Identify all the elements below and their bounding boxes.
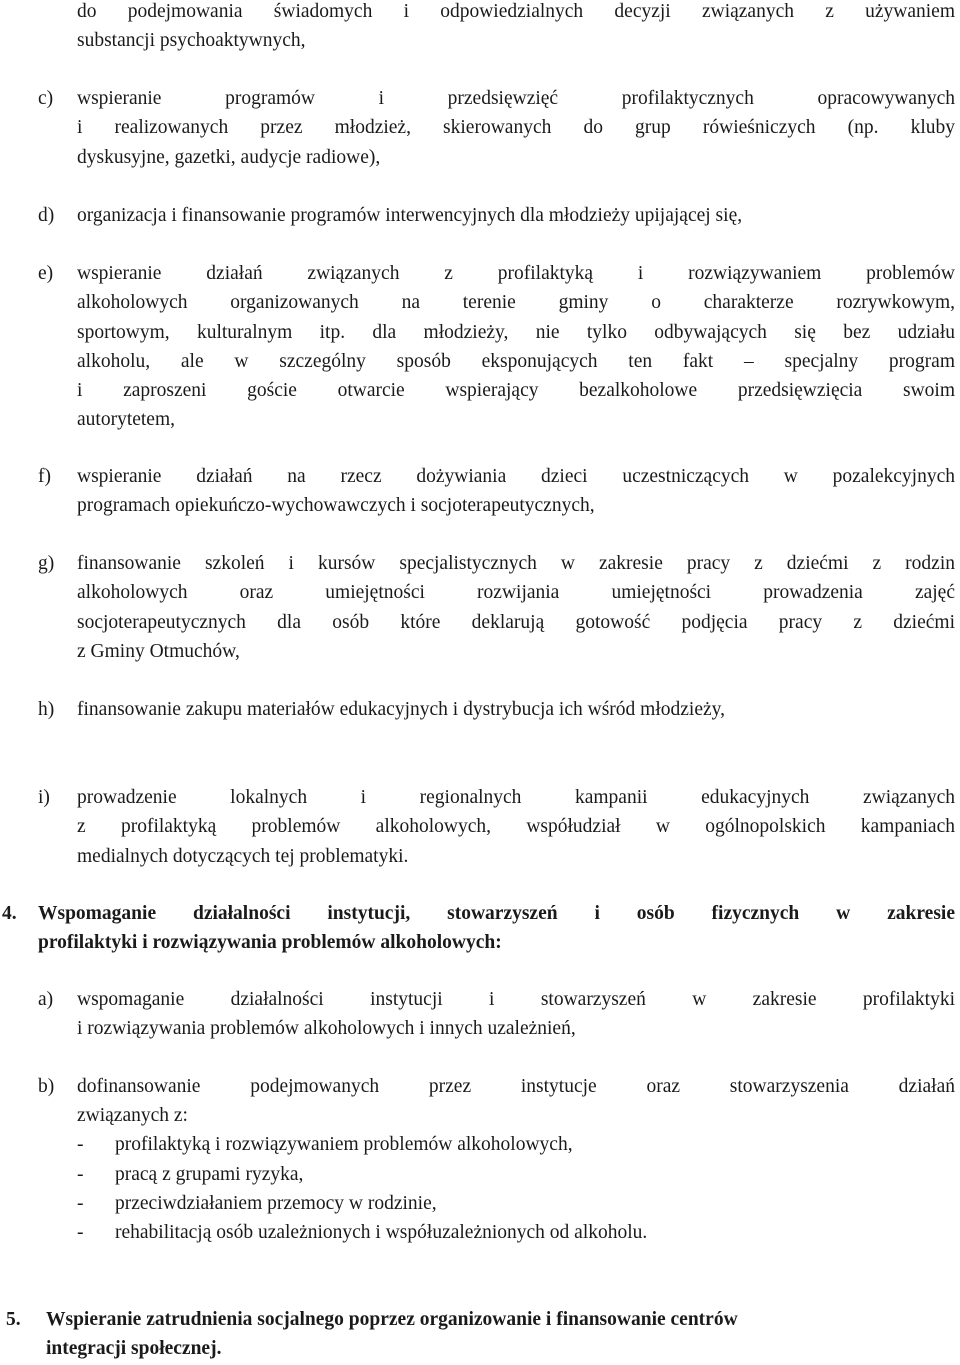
dash-bullet: -	[77, 1134, 84, 1155]
dash-bullet: -	[77, 1193, 84, 1214]
section-5-heading	[0, 1305, 960, 1365]
dash-item-text: pracą z grupami ryzyka,	[115, 1164, 304, 1185]
list-item-line: wspieranie działań na rzecz dożywiania dzieci uczestniczących w pozalekcyjnych	[77, 466, 955, 487]
list-item-i	[0, 783, 960, 873]
list-item-c	[0, 84, 960, 174]
section-title-line: Wspomaganie działalności instytucji, stowarzyszeń i osób fizycznych w zakresie	[38, 903, 955, 924]
intro-line-2: substancji psychoaktywnych,	[77, 30, 306, 52]
list-item-line: organizacja i finansowanie programów interwencyjnych dla młodzieży upijającej się,	[77, 205, 743, 226]
list-marker: g)	[38, 553, 55, 574]
list-marker: b)	[38, 1076, 55, 1097]
dash-list-item	[77, 1160, 957, 1190]
list-item-line: autorytetem,	[77, 409, 176, 431]
list-marker: i)	[38, 787, 50, 808]
dash-list-item	[77, 1130, 957, 1160]
list-marker: h)	[38, 699, 55, 720]
list-item-line: wspieranie działań związanych z profilaktyką i rozwiązywaniem problemów	[77, 263, 955, 284]
intro-paragraph	[0, 0, 960, 57]
list-item-line: wspieranie programów i przedsięwzięć profilaktycznych opracowywanych	[77, 88, 955, 109]
list-item-line: dofinansowanie podejmowanych przez instytucje oraz stowarzyszenia działań	[77, 1076, 955, 1097]
list-marker: e)	[38, 263, 54, 284]
section-number: 5.	[6, 1309, 21, 1330]
list-item-h	[0, 695, 960, 725]
list-item-line: wspomaganie działalności instytucji i stowarzyszeń w zakresie profilaktyki	[77, 989, 955, 1010]
list-item-line: i rozwiązywania problemów alkoholowych i innych uzależnień,	[77, 1018, 576, 1040]
list-marker: f)	[38, 466, 51, 487]
section-title-line: Wspieranie zatrudnienia socjalnego poprzez organizowanie i finansowanie centrów	[46, 1309, 738, 1330]
section-title-line: integracji społecznej.	[46, 1338, 222, 1360]
dash-item-text: profilaktyką i rozwiązywaniem problemów alkoholowych,	[115, 1134, 573, 1155]
section-number: 4.	[2, 903, 17, 924]
dash-item-text: rehabilitacją osób uzależnionych i współuzależnionych od alkoholu.	[115, 1222, 648, 1243]
list-item-e	[0, 259, 960, 437]
list-item-a	[0, 985, 960, 1045]
list-item-line: dyskusyjne, gazetki, audycje radiowe),	[77, 146, 381, 168]
dash-list-item	[77, 1218, 957, 1248]
list-item-line: z profilaktyką problemów alkoholowych, współudział w ogólnopolskich kampaniach	[77, 816, 955, 838]
list-item-line: sportowym, kulturalnym itp. dla młodzieży, nie tylko odbywających się bez udziału	[77, 321, 955, 343]
list-item-line: i realizowanych przez młodzież, skierowanych do grup rówieśniczych (np. kluby	[77, 117, 955, 139]
list-item-d	[0, 201, 960, 231]
list-item-line: medialnych dotyczących tej problematyki.	[77, 845, 409, 867]
list-item-line: alkoholowych oraz umiejętności rozwijania umiejętności prowadzenia zajęć	[77, 582, 955, 604]
dash-list-item	[77, 1189, 957, 1219]
list-item-line: programach opiekuńczo-wychowawczych i socjoterapeutycznych,	[77, 495, 595, 517]
dash-item-text: przeciwdziałaniem przemocy w rodzinie,	[115, 1193, 437, 1214]
list-marker: d)	[38, 205, 55, 226]
dash-bullet: -	[77, 1164, 84, 1185]
section-title-line: profilaktyki i rozwiązywania problemów alkoholowych:	[38, 932, 502, 954]
list-item-f	[0, 462, 960, 522]
list-item-line: alkoholowych organizowanych na terenie gminy o charakterze rozrywkowym,	[77, 292, 955, 314]
list-item-b	[0, 1072, 960, 1132]
list-item-line: socjoterapeutycznych dla osób które deklarują gotowość podjęcia pracy z dziećmi	[77, 611, 955, 633]
list-item-line: alkoholu, ale w szczególny sposób eksponujących ten fakt – specjalny program	[77, 350, 955, 372]
list-item-line: z Gminy Otmuchów,	[77, 640, 240, 662]
list-marker: a)	[38, 989, 54, 1010]
list-marker: c)	[38, 88, 54, 109]
list-item-line: prowadzenie lokalnych i regionalnych kampanii edukacyjnych związanych	[77, 787, 955, 808]
list-item-line: związanych z:	[77, 1105, 188, 1127]
section-4-heading	[0, 899, 960, 959]
dash-bullet: -	[77, 1222, 84, 1243]
list-item-line: finansowanie zakupu materiałów edukacyjnych i dystrybucja ich wśród młodzieży,	[77, 699, 725, 720]
list-item-line: i zaproszeni goście otwarcie wspierający bezalkoholowe przedsięwzięcia swoim	[77, 380, 955, 402]
list-item-g	[0, 549, 960, 669]
list-item-line: finansowanie szkoleń i kursów specjalistycznych w zakresie pracy z dziećmi z rodzin	[77, 553, 955, 574]
intro-line-1: do podejmowania świadomych i odpowiedzialnych decyzji związanych z używaniem	[77, 1, 955, 22]
